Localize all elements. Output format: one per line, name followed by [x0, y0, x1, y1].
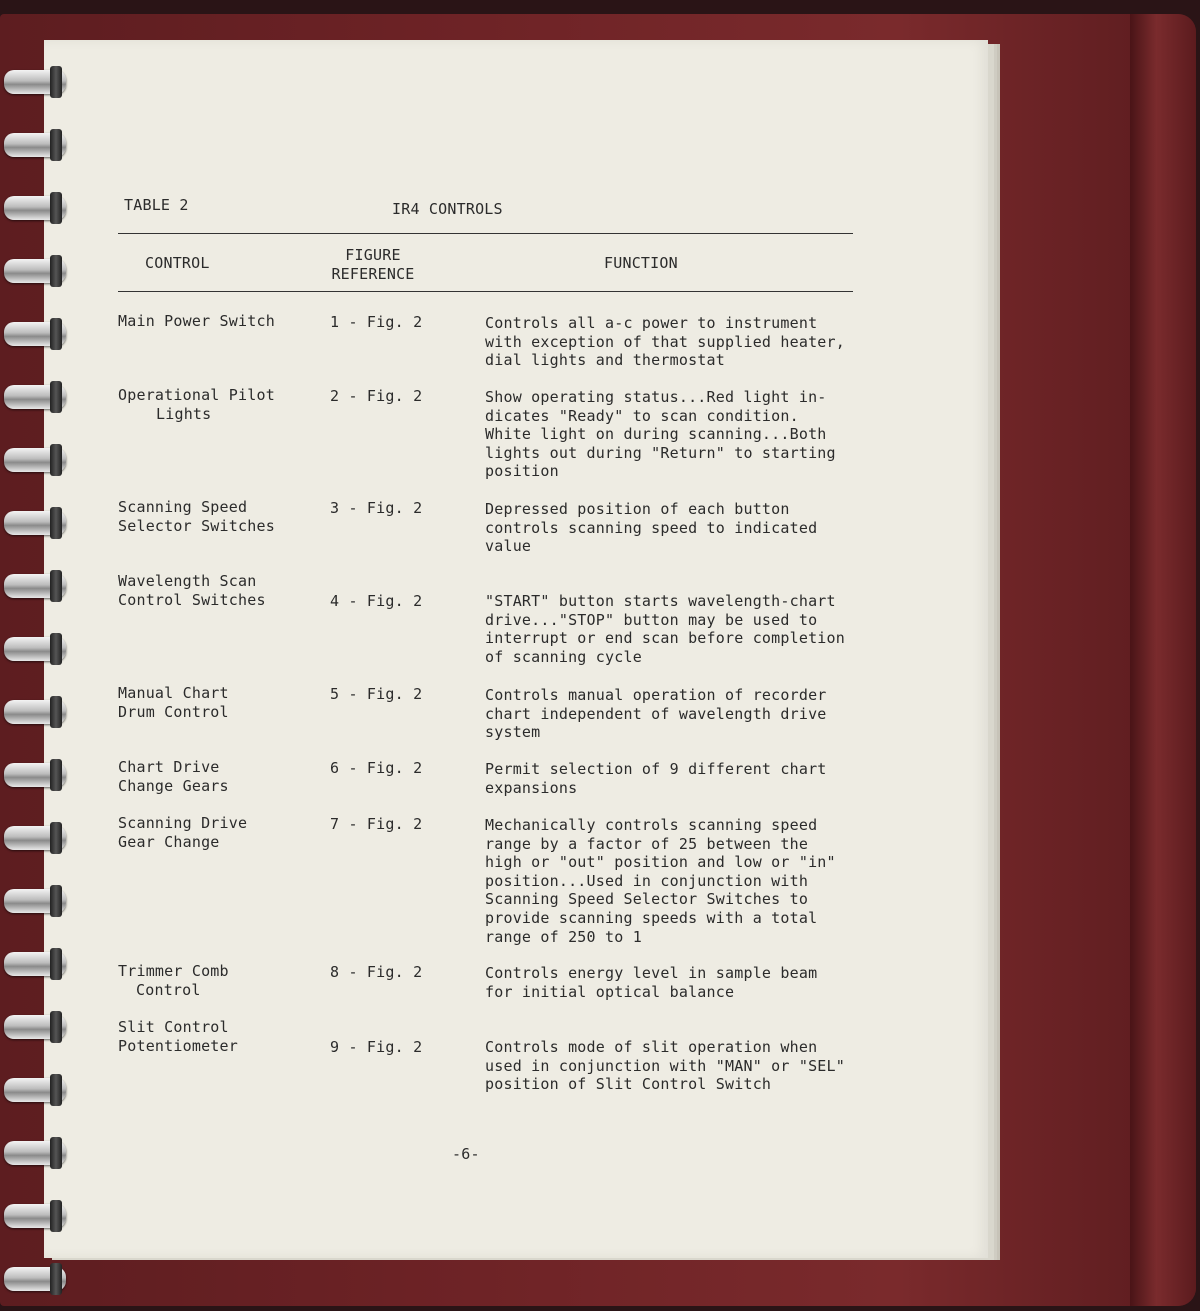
binding-ring — [4, 1141, 66, 1165]
binding-ring — [4, 322, 66, 346]
row-6-figure: 6 - Fig. 2 — [330, 759, 423, 777]
row-5-function: Controls manual operation of recorder chart independent of wavelength drive system — [485, 686, 827, 742]
row-4-control: Wavelength Scan Control Switches — [118, 572, 266, 609]
binding-ring — [4, 763, 66, 787]
binding-ring — [4, 70, 66, 94]
row-1-function: Controls all a-c power to instrument with exception of that supplied heater, dial lights and thermostat — [485, 314, 845, 370]
row-6-function: Permit selection of 9 different chart expansions — [485, 760, 827, 797]
binding-ring — [4, 574, 66, 598]
header-rule — [118, 291, 853, 292]
row-9-function: Controls mode of slit operation when used in conjunction with "MAN" or "SEL" position of Slit Control Switch — [485, 1038, 845, 1094]
row-8-figure: 8 - Fig. 2 — [330, 963, 423, 981]
row-2-control — [118, 386, 318, 423]
top-rule — [118, 233, 853, 234]
binding-ring — [4, 1204, 66, 1228]
row-9-control: Slit Control Potentiometer — [118, 1018, 238, 1055]
header-figure-reference: FIGURE REFERENCE — [331, 246, 415, 283]
row-3-figure: 3 - Fig. 2 — [330, 499, 423, 517]
table-title: IR4 CONTROLS — [392, 200, 503, 218]
table-label: TABLE 2 — [124, 196, 189, 214]
control-label-line: Lights — [156, 404, 212, 423]
row-1-figure: 1 - Fig. 2 — [330, 313, 423, 331]
page-number: -6- — [452, 1145, 480, 1163]
binding-ring — [4, 1015, 66, 1039]
header-function: FUNCTION — [604, 254, 678, 272]
row-7-control: Scanning Drive Gear Change — [118, 814, 248, 851]
binding-ring — [4, 700, 66, 724]
row-3-control: Scanning Speed Selector Switches — [118, 498, 275, 535]
control-label-line: Control — [136, 980, 201, 999]
binding-ring — [4, 1267, 66, 1291]
binding-ring — [4, 259, 66, 283]
row-2-figure: 2 - Fig. 2 — [330, 387, 423, 405]
row-7-figure: 7 - Fig. 2 — [330, 815, 423, 833]
binding-ring — [4, 1078, 66, 1102]
row-8-control — [118, 962, 229, 999]
binding-ring — [4, 826, 66, 850]
control-label-line: Operational Pilot — [118, 386, 275, 404]
row-4-figure: 4 - Fig. 2 — [330, 592, 423, 610]
binding-ring — [4, 889, 66, 913]
row-5-figure: 5 - Fig. 2 — [330, 685, 423, 703]
control-label-line: Trimmer Comb — [118, 962, 229, 980]
binding-ring — [4, 196, 66, 220]
binding-ring — [4, 952, 66, 976]
row-3-function: Depressed position of each button controls scanning speed to indicated value — [485, 500, 818, 556]
row-4-function: "START" button starts wavelength-chart drive..."STOP" button may be used to interrupt or end scan before completion of scanning cycle — [485, 592, 845, 666]
header-control: CONTROL — [145, 254, 210, 272]
binding-ring — [4, 133, 66, 157]
row-8-function: Controls energy level in sample beam for initial optical balance — [485, 964, 818, 1001]
binder-edge — [1130, 14, 1196, 1306]
row-2-control-text — [118, 386, 318, 423]
row-1-control: Main Power Switch — [118, 312, 275, 330]
binding-ring — [4, 385, 66, 409]
row-7-function: Mechanically controls scanning speed range by a factor of 25 between the high or "out" position and low or "in" position...Used in conjunction with Scanning Speed Selector Switches to provide scanning speeds with a total range of 250 to 1 — [485, 816, 836, 946]
binding-ring — [4, 637, 66, 661]
row-5-control: Manual Chart Drum Control — [118, 684, 229, 721]
spiral-binding — [0, 70, 80, 1310]
row-2-function: Show operating status...Red light in- dicates "Ready" to scan condition. White light on during scanning...Both lights out during "Return" to starting position — [485, 388, 836, 481]
row-9-figure: 9 - Fig. 2 — [330, 1038, 423, 1056]
binding-ring — [4, 511, 66, 535]
binding-ring — [4, 448, 66, 472]
row-6-control: Chart Drive Change Gears — [118, 758, 229, 795]
